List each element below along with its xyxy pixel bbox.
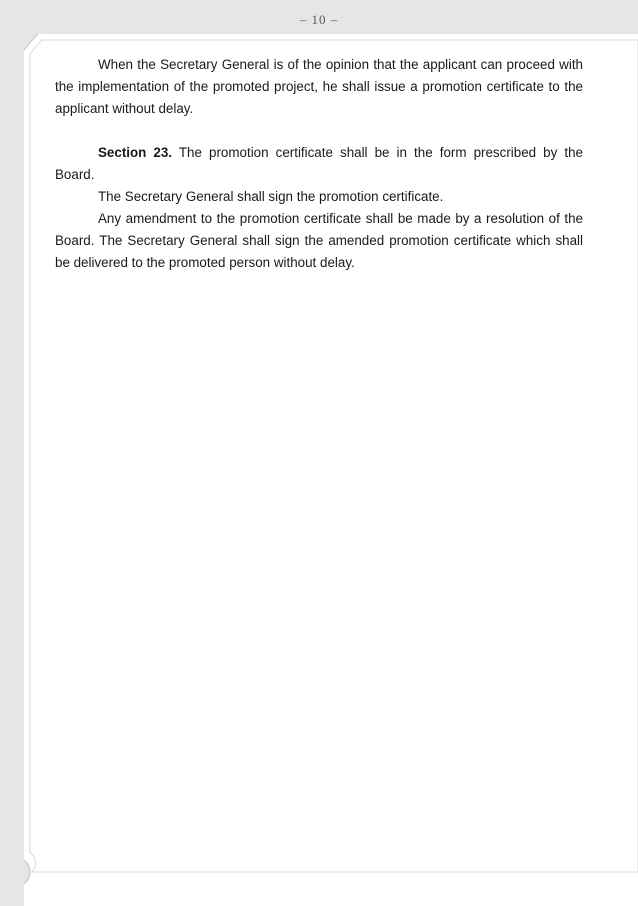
paragraph-4: Any amendment to the promotion certificate shall be made by a resolution of the Board. The Secretary General shall sign the amended promotion certificate which shall be delivered to the promoted person without delay. [55, 211, 583, 270]
section-label: Section 23. [98, 145, 173, 160]
paragraph-section-23 [55, 142, 583, 186]
paragraph-1: When the Secretary General is of the opinion that the applicant can proceed with the implementation of the promoted project, he shall issue a promotion certificate to the applicant without delay. [55, 57, 583, 116]
section-23-text: The promotion certificate shall be in the form prescribed by the Board. [55, 145, 583, 182]
paragraph-3: The Secretary General shall sign the promotion certificate. [98, 189, 444, 204]
document-body [55, 54, 583, 274]
page-number: – 10 – [299, 12, 339, 27]
